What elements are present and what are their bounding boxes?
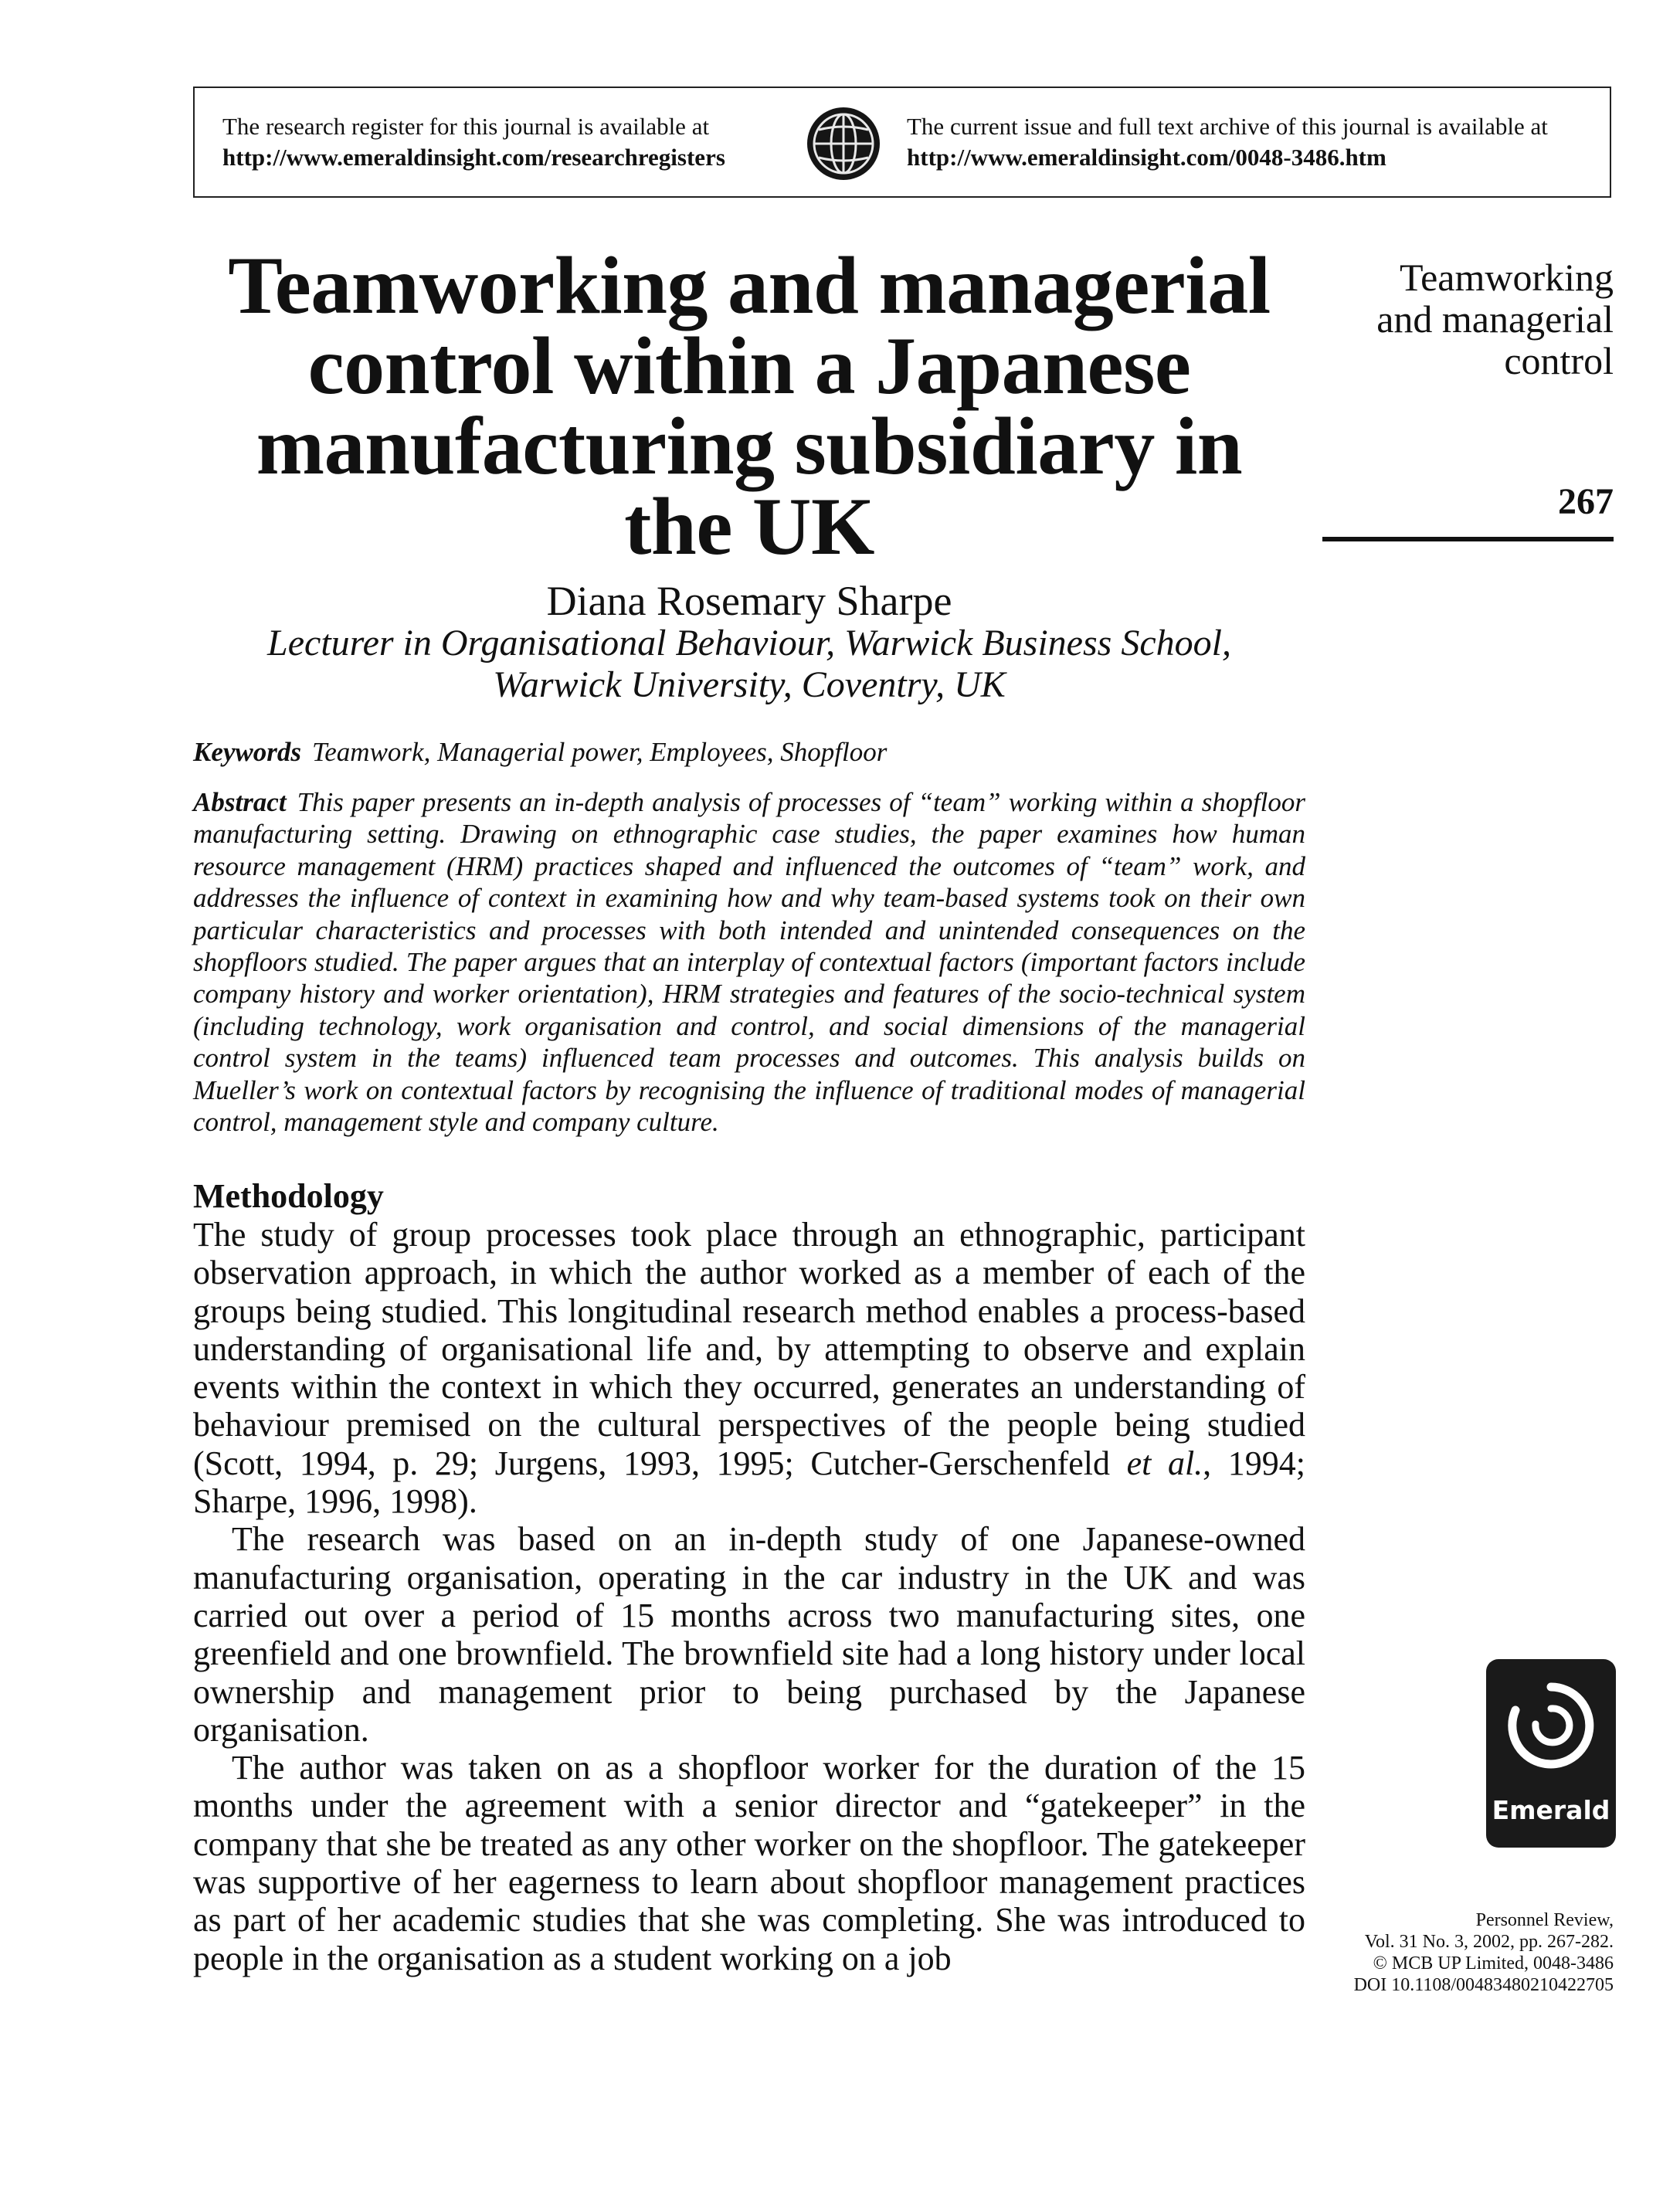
running-head-line: control bbox=[1504, 339, 1614, 382]
emerald-wordmark: Emerald bbox=[1492, 1795, 1610, 1825]
archive-text: The current issue and full text archive of this journal is available at bbox=[907, 113, 1548, 140]
body-paragraph: The author was taken on as a shopfloor worker for the duration of the 15 months under the agreement with a senior director and “gatekeeper” in the company that she be treated as any other worker on the shopfloor. The gatekeeper was supportive of her eagerness to learn about shopfloor management practices as part of her academic studies that she was completing. She was introduced to people in the organisation as a student working on a job bbox=[193, 1749, 1305, 1977]
emerald-logo bbox=[1486, 1659, 1616, 1848]
register-box bbox=[193, 87, 1611, 198]
paragraph-text: , 1994; Sharpe, 1996, 1998). bbox=[193, 1444, 1305, 1521]
page-number: 267 bbox=[1558, 481, 1614, 522]
article-title: Teamworking and managerial control within a Japanese manufacturing subsidiary in the UK bbox=[228, 240, 1271, 572]
affiliation-line: Warwick University, Coventry, UK bbox=[493, 664, 1006, 705]
research-register-notice bbox=[222, 111, 725, 173]
page-number-rule bbox=[1322, 537, 1614, 541]
emerald-swirl-icon bbox=[1505, 1679, 1597, 1772]
citation-line: Personnel Review, bbox=[1475, 1910, 1614, 1930]
citation-line: Vol. 31 No. 3, 2002, pp. 267-282. bbox=[1364, 1932, 1614, 1952]
citation-line: DOI 10.1108/00483480210422705 bbox=[1353, 1975, 1614, 1995]
keywords-label: Keywords bbox=[193, 737, 301, 767]
affiliation-line: Lecturer in Organisational Behaviour, Warwick Business School, bbox=[267, 623, 1231, 663]
research-register-text: The research register for this journal is available at bbox=[222, 113, 710, 140]
abstract bbox=[193, 786, 1305, 1138]
archive-link[interactable]: http://www.emeraldinsight.com/0048-3486.htm bbox=[907, 144, 1386, 171]
paragraph-text: The study of group processes took place through an ethnographic, participant observation approach, in which the author worked as a member of each of the groups being studied. This longitudinal research method enables a process-based understanding of organisational life and, by attempting to observe and explain events within the context in which they occurred, generates an understanding of behaviour premised on the cultural perspectives of the people being studied (Scott, 1994, p. 29; Jurgens, 1993, 1995; Cutcher-Gerschenfeld bbox=[193, 1216, 1305, 1482]
body-text bbox=[193, 1216, 1305, 1977]
author-name: Diana Rosemary Sharpe bbox=[546, 578, 952, 624]
et-al-italic: et al. bbox=[1126, 1444, 1203, 1482]
abstract-text: This paper presents an in-depth analysis of processes of “team” working within a shopfloor manufacturing setting. Drawing on ethnographic case studies, the paper examines how human resource management (HRM) practices shaped and influenced the outcomes of “team” work, and addresses the influence of context in examining how and why team-based systems took on their own particular characteristics and processes with both intended and unintended consequences on the shopfloors studied. The paper argues that an interplay of contextual factors (important factors include company history and worker orientation), HRM strategies and features of the socio-technical system (including technology, work organisation and control, and social dimensions of the managerial control system in the teams) influenced team processes and outcomes. This analysis builds on Mueller’s work on contextual factors by recognising the influence of traditional modes of managerial control, management style and company culture. bbox=[193, 787, 1305, 1138]
abstract-label: Abstract bbox=[193, 787, 287, 817]
running-head-line: Teamworking bbox=[1400, 256, 1614, 299]
body-paragraph bbox=[193, 1216, 1305, 1520]
section-heading-methodology: Methodology bbox=[193, 1177, 384, 1215]
citation-line: © MCB UP Limited, 0048-3486 bbox=[1373, 1953, 1614, 1973]
keywords-text: Teamwork, Managerial power, Employees, Shopfloor bbox=[312, 737, 888, 767]
running-head bbox=[1305, 256, 1614, 382]
journal-citation bbox=[1305, 1909, 1614, 1996]
globe-icon bbox=[805, 105, 882, 182]
keywords bbox=[193, 735, 1305, 769]
author-affiliation bbox=[193, 623, 1305, 706]
body-paragraph: The research was based on an in-depth study of one Japanese-owned manufacturing organisation, operating in the car industry in the UK and was carried out over a period of 15 months across two manufacturing sites, one greenfield and one brownfield. The brownfield site had a long history under local ownership and management prior to being purchased by the Japanese organisation. bbox=[193, 1520, 1305, 1749]
research-register-link[interactable]: http://www.emeraldinsight.com/researchregisters bbox=[222, 144, 725, 171]
running-head-line: and managerial bbox=[1376, 297, 1614, 341]
archive-notice bbox=[907, 111, 1548, 173]
